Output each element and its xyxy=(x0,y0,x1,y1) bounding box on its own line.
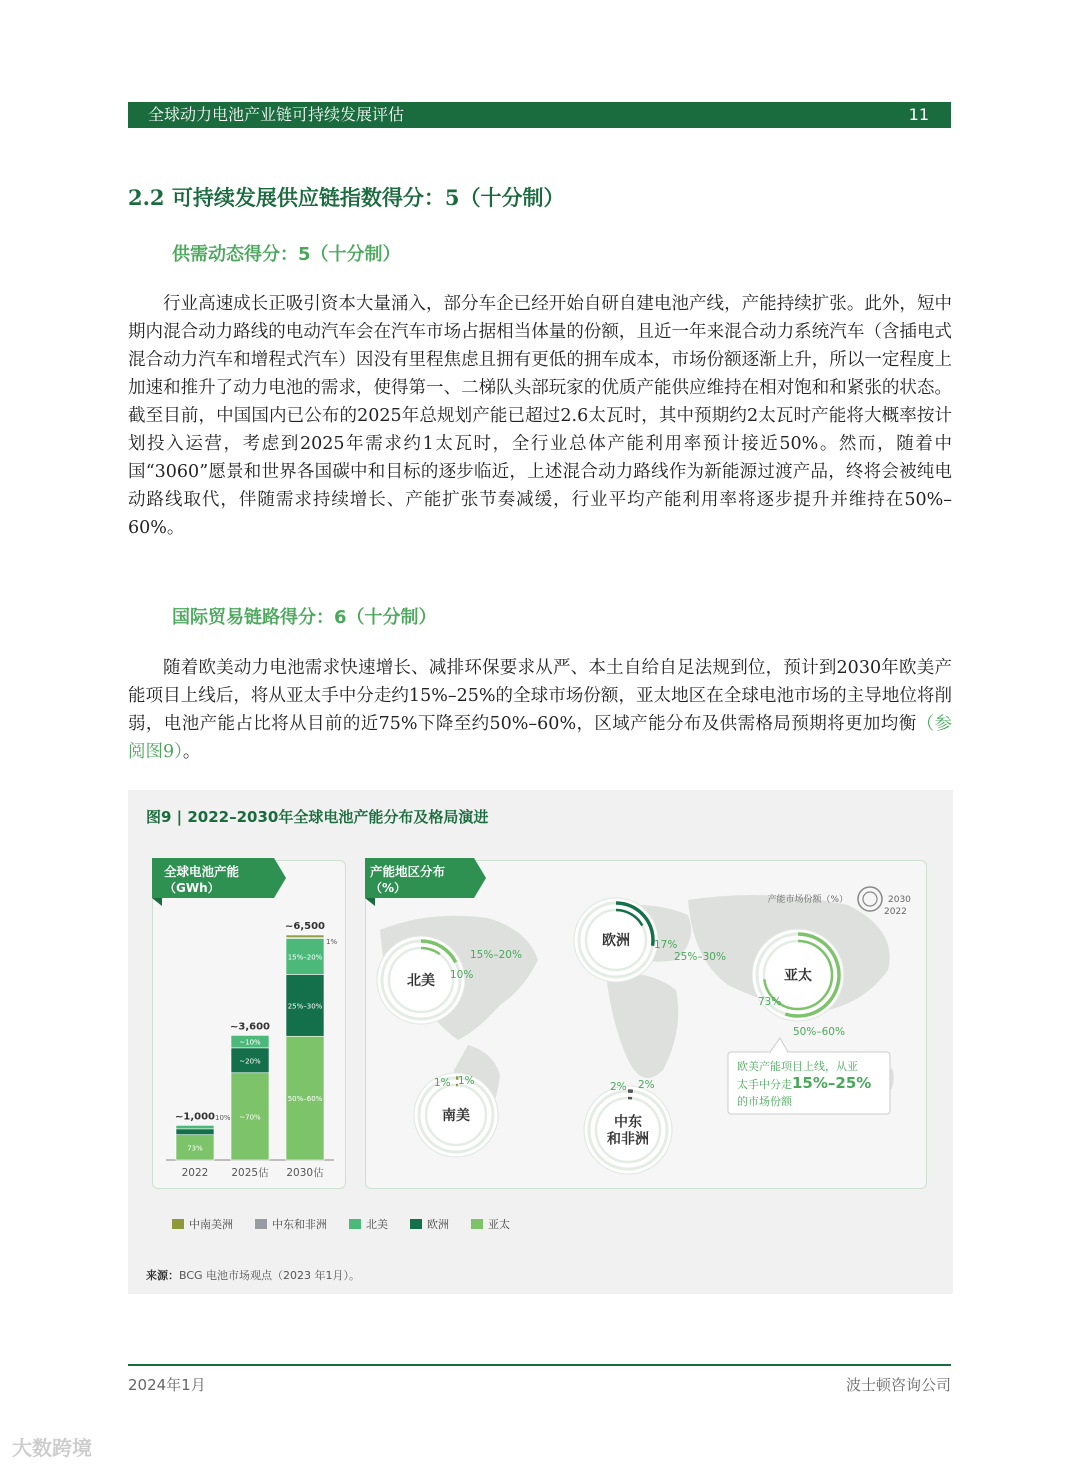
figure-reference-link[interactable]: （参阅图9） xyxy=(128,714,953,762)
callout-highlight: 15%–25% xyxy=(792,1074,872,1092)
legend-item xyxy=(172,1216,233,1232)
source-label: 来源： xyxy=(146,1269,179,1282)
ring-label-中东和非洲: 和非洲 xyxy=(607,1131,649,1148)
region-panel-label: 产能地区分布 xyxy=(370,864,446,879)
share-2022-中东和非洲: 2% xyxy=(610,1081,627,1093)
footer-company: 波士顿咨询公司 xyxy=(845,1376,951,1394)
bar-segment-2022-2 xyxy=(176,1125,214,1128)
share-2030-北美: 15%–20% xyxy=(470,949,522,961)
callout-box xyxy=(728,1038,890,1114)
ring-label-南美: 南美 xyxy=(442,1108,470,1124)
report-title: 全球动力电池产业链可持续发展评估 xyxy=(148,105,405,124)
legend-swatch xyxy=(255,1219,267,1229)
legend-swatch xyxy=(410,1219,422,1229)
figure-source xyxy=(146,1267,360,1283)
ring-label-欧洲: 欧洲 xyxy=(602,933,630,949)
capacity-panel-banner xyxy=(152,858,286,906)
bar-segment-2030估-4 xyxy=(286,935,324,937)
page-number: 11 xyxy=(908,105,929,124)
share-2030-欧洲: 25%–30% xyxy=(674,951,726,963)
legend-swatch xyxy=(349,1219,361,1229)
share-2022-南美: 1% xyxy=(434,1077,451,1089)
paragraph-1: 行业高速成长正吸引资本大量涌入，部分车企已经开始自研自建电池产线，产能持续扩张。此外，短中期内混合动力路线的电动汽车会在汽车市场占据相当体量的份额，且近一年来混合动力系统汽车（含插电式混合动力汽车和增程式汽车）因没有里程焦虑且拥有更低的拥车成本，市场份额逐渐上升，所以一定程度上加速和推升了动力电池的需求，使得第一、二梯队头部玩家的优质产能供应维持在相对饱和和紧张的状态。截至目前，中国国内已公布的2025年总规划产能已超过2.6太瓦时，其中预期约2太瓦时产能将大概率按计划投入运营，考虑到2025年需求约1太瓦时，全行业总体产能利用率预计接近50%。然而，随着中国“3060”愿景和世界各国碳中和目标的逐步临近，上述混合动力路线作为新能源过渡产品，终将会被纯电动路线取代，伴随需求持续增长、产能扩张节奏减缓，行业平均产能利用率将逐步提升并维持在50%–60%。 xyxy=(128,294,952,538)
source-text: BCG 电池市场观点（2023 年1月）。 xyxy=(179,1269,361,1282)
ring-label-中东和非洲: 中东 xyxy=(614,1114,642,1131)
bar-label: 25%–30% xyxy=(287,1002,323,1011)
subsection-supply-demand: 供需动态得分：5（十分制） xyxy=(172,244,401,265)
legend-item xyxy=(410,1216,449,1232)
subsection-trade: 国际贸易链路得分：6（十分制） xyxy=(172,607,437,628)
ring-label-北美: 北美 xyxy=(407,973,435,989)
bar-label: ~10% xyxy=(239,1038,261,1047)
legend-item xyxy=(349,1216,388,1232)
paragraph-2 xyxy=(128,654,952,766)
ring-legend-inner: 2022 xyxy=(884,907,907,917)
footer-divider xyxy=(128,1364,951,1366)
callout-line3: 的市场份额 xyxy=(737,1095,792,1108)
legend-label: 欧洲 xyxy=(427,1218,449,1231)
paragraph-2-end: 。 xyxy=(182,742,201,762)
figure-9 xyxy=(128,790,953,1294)
bar-label-outside: 10% xyxy=(215,1114,231,1122)
callout-line1: 欧美产能项目上线，从亚 xyxy=(737,1060,858,1073)
bar-segment-2022-1 xyxy=(176,1129,214,1135)
bar-label: ~70% xyxy=(239,1113,261,1122)
share-2030-南美: 1% xyxy=(458,1075,475,1087)
capacity-panel-label: 全球电池产能 xyxy=(164,864,240,879)
figure-title: 图9 | 2022–2030年全球电池产能分布及格局演进 xyxy=(146,808,489,826)
figure-graphics xyxy=(128,790,953,1260)
legend-label: 中南美洲 xyxy=(189,1218,233,1231)
bar-label: 73% xyxy=(187,1144,203,1153)
capacity-panel-unit: （GWh） xyxy=(164,881,220,895)
bar-label-outside: 1% xyxy=(326,938,338,946)
legend-label: 中东和非洲 xyxy=(272,1218,327,1231)
ring-legend-label: 产能市场份额（%） xyxy=(767,895,848,905)
footer-date: 2024年1月 xyxy=(128,1376,206,1394)
callout-line2: 太手中分走 xyxy=(737,1078,792,1091)
ring-label-亚太: 亚太 xyxy=(784,968,812,984)
share-2022-北美: 10% xyxy=(450,969,474,981)
bar-total: ~3,600 xyxy=(229,1021,271,1033)
legend-label: 北美 xyxy=(366,1218,388,1231)
share-2030-中东和非洲: 2% xyxy=(638,1079,655,1091)
ring-legend-outer: 2030 xyxy=(888,895,911,905)
share-2022-欧洲: 17% xyxy=(654,939,678,951)
legend-item xyxy=(255,1216,327,1232)
region-panel-unit: （%） xyxy=(370,881,407,895)
x-tick-label: 2025估 xyxy=(231,1167,269,1179)
share-2030-亚太: 50%–60% xyxy=(793,1026,845,1038)
bar-label: 15%–20% xyxy=(287,953,323,962)
capacity-bar-chart xyxy=(166,921,337,1179)
share-2022-亚太: 73% xyxy=(758,996,782,1008)
paragraph-2-text: 随着欧美动力电池需求快速增长、减排环保要求从严、本土自给自足法规到位，预计到2030年欧美产能项目上线后，将从亚太手中分走约15%–25%的全球市场份额，亚太地区在全球电池市场的主导地位将削弱，电池产能占比将从目前的近75%下降至约50%–60%，区域产能分布及供需格局预期将更加均衡 xyxy=(128,658,952,734)
x-tick-label: 2022 xyxy=(181,1167,209,1179)
bar-total: ~1,000 xyxy=(174,1111,216,1123)
legend-swatch xyxy=(172,1219,184,1229)
section-title: 2.2 可持续发展供应链指数得分：5（十分制） xyxy=(128,185,565,210)
bar-label: 50%–60% xyxy=(287,1095,323,1104)
watermark-logo: 大数跨境 xyxy=(12,1436,92,1460)
region-panel-banner xyxy=(365,858,486,906)
bar-label: ~20% xyxy=(239,1057,261,1066)
header-bar xyxy=(128,102,951,128)
legend-swatch xyxy=(471,1219,483,1229)
figure-legend xyxy=(172,1216,510,1232)
x-tick-label: 2030估 xyxy=(286,1167,324,1179)
legend-label: 亚太 xyxy=(488,1218,510,1231)
bar-total: ~6,500 xyxy=(284,921,326,932)
legend-item xyxy=(471,1216,510,1232)
